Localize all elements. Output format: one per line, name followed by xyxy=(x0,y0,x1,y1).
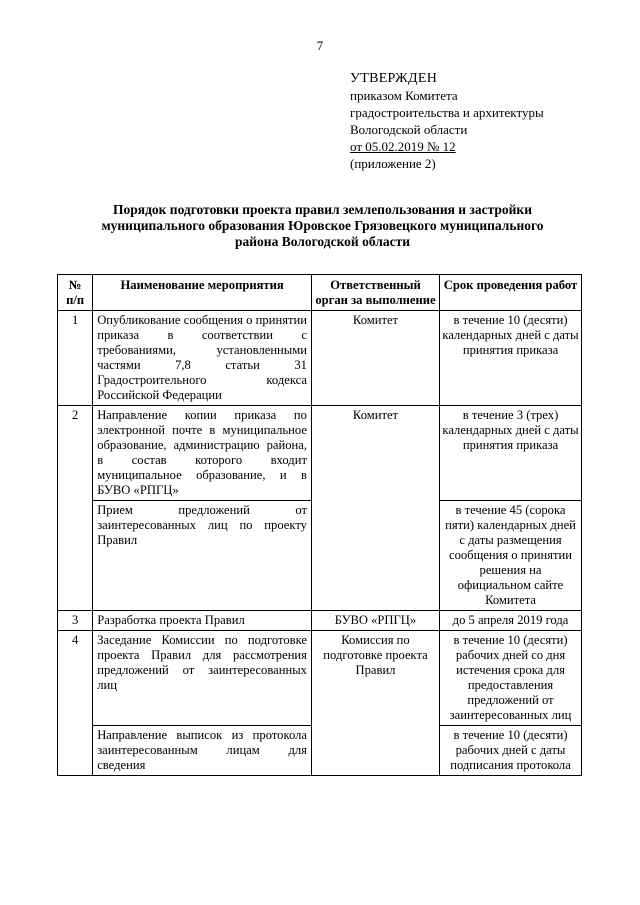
header-name: Наименование мероприятия xyxy=(93,275,312,311)
header-term: Срок проведения работ xyxy=(440,275,582,311)
cell-num: 3 xyxy=(58,611,93,631)
table-row xyxy=(58,311,582,406)
cell-term: до 5 апреля 2019 года xyxy=(440,611,582,631)
cell-org: Комиссия по подготовке проекта Правил xyxy=(311,631,439,776)
cell-name: Направление выписок из протокола заинтересованным лицам для сведения xyxy=(93,726,312,776)
cell-name: Прием предложений от заинтересованных лиц по проекту Правил xyxy=(93,501,312,611)
title-line: муниципального образования Юровское Грязовецкого муниципального xyxy=(101,218,544,233)
cell-term: в течение 45 (сорока пяти) календарных дней с даты размещения сообщения о принятии решения на официальном сайте Комитета xyxy=(440,501,582,611)
table-header-row xyxy=(58,275,582,311)
cell-num: 2 xyxy=(58,406,93,611)
approval-line: приказом Комитета xyxy=(350,88,458,103)
table-row xyxy=(58,406,582,501)
cell-name: Разработка проекта Правил xyxy=(93,611,312,631)
approval-line: Вологодской области xyxy=(350,122,468,137)
page-number: 7 xyxy=(316,38,324,53)
cell-org: Комитет xyxy=(311,311,439,406)
cell-org: БУВО «РПГЦ» xyxy=(311,611,439,631)
approval-line: градостроительства и архитектуры xyxy=(350,105,544,120)
document-title xyxy=(60,202,585,250)
cell-term: в течение 10 (десяти) рабочих дней со дня истечения срока для предоставления предложений от заинтересованных лиц xyxy=(440,631,582,726)
title-line: района Вологодской области xyxy=(235,234,410,249)
procedure-table xyxy=(57,274,582,776)
cell-num: 4 xyxy=(58,631,93,776)
header-org: Ответственный орган за выполнение xyxy=(311,275,439,311)
table-row xyxy=(58,611,582,631)
cell-term: в течение 3 (трех) календарных дней с даты принятия приказа xyxy=(440,406,582,501)
approval-stamp xyxy=(350,70,544,172)
approval-date-number: от 05.02.2019 № 12 xyxy=(350,139,456,154)
header-num: № п/п xyxy=(58,275,93,311)
cell-term: в течение 10 (десяти) календарных дней с даты принятия приказа xyxy=(440,311,582,406)
cell-name: Опубликование сообщения о принятии приказа в соответствии с требованиями, установленными частями 7,8 статьи 31 Градостроительного кодекса Российской Федерации xyxy=(93,311,312,406)
title-line: Порядок подготовки проекта правил землепользования и застройки xyxy=(113,202,532,217)
cell-term: в течение 10 (десяти) рабочих дней с даты подписания протокола xyxy=(440,726,582,776)
cell-num: 1 xyxy=(58,311,93,406)
table-row xyxy=(58,631,582,726)
approval-heading: УТВЕРЖДЕН xyxy=(350,71,438,86)
cell-org: Комитет xyxy=(311,406,439,611)
cell-name: Направление копии приказа по электронной почте в муниципальное образование, администрацию района, в состав которого входит муниципальное образование, и в БУВО «РПГЦ» xyxy=(93,406,312,501)
approval-appendix: (приложение 2) xyxy=(350,156,436,171)
cell-name: Заседание Комиссии по подготовке проекта Правил для рассмотрения предложений от заинтересованных лиц xyxy=(93,631,312,726)
